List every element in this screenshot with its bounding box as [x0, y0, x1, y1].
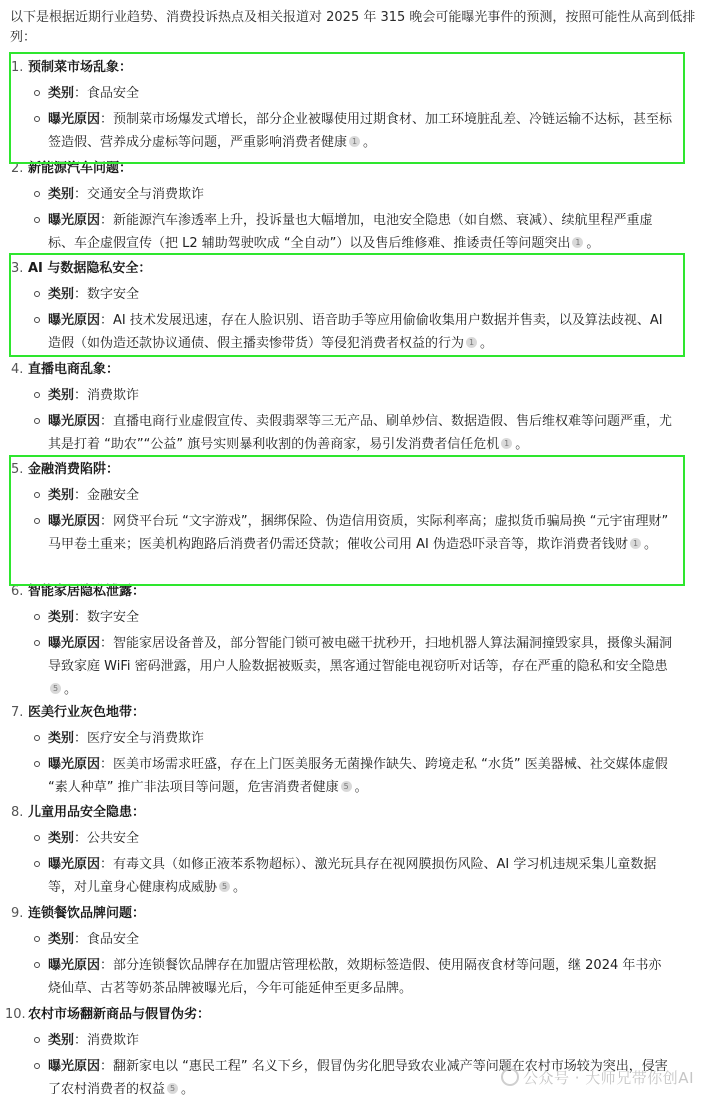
citation-badge[interactable]: 1	[466, 337, 477, 348]
item-title: 直播电商乱象：	[28, 362, 120, 377]
item-number: 1.	[11, 60, 24, 75]
bullet-icon	[34, 90, 40, 96]
category-value: 消费欺诈	[87, 1033, 140, 1048]
category-label: 类别	[48, 287, 75, 302]
bullet-icon	[34, 936, 40, 942]
category-value: 金融安全	[87, 488, 140, 503]
category-value: 公共安全	[87, 831, 140, 846]
reason-text: 预制菜市场爆发式增长，部分企业被曝使用过期食材、加工环境脏乱差、冷链运输不达标，甚至标签造假、营养成分虚标等问题，严重影响消费者健康	[48, 112, 673, 150]
category-label: 类别	[48, 488, 75, 503]
reason-label: 曝光原因	[48, 857, 101, 872]
reason-label: 曝光原因	[48, 514, 101, 529]
reason-text: 有毒文具（如修正液苯系物超标）、激光玩具存在视网膜损伤风险、AI 学习机违规采集儿童数据等，对儿童身心健康构成威胁	[48, 857, 657, 895]
item-title: AI 与数据隐私安全：	[28, 261, 152, 276]
bullet-icon	[34, 191, 40, 197]
reason-text: 网贷平台玩 “文字游戏”，捆绑保险、伪造信用资质，实际利率高；虚拟货币骗局换 “元宇宙理财” 马甲卷土重来；医美机构跑路后消费者仍需还贷款；催收公司用 AI 伪造恐吓录音等，欺诈消费者钱财	[48, 514, 669, 552]
citation-badge[interactable]: 1	[501, 438, 512, 449]
category-label: 类别	[48, 1033, 75, 1048]
item-number: 5.	[11, 462, 24, 477]
category-value: 数字安全	[87, 287, 140, 302]
citation-badge[interactable]: 1	[572, 237, 583, 248]
bullet-icon	[34, 291, 40, 297]
category-value: 交通安全与消费欺诈	[87, 187, 205, 202]
category-label: 类别	[48, 86, 75, 101]
category-value: 数字安全	[87, 610, 140, 625]
bullet-icon	[34, 1063, 40, 1069]
bullet-icon	[34, 492, 40, 498]
category-label: 类别	[48, 731, 75, 746]
reason-text: 翻新家电以 “惠民工程” 名义下乡，假冒伪劣化肥导致农业减产等问题在农村市场较为突出，侵害了农村消费者的权益	[48, 1059, 668, 1097]
citation-badge[interactable]: 5	[219, 881, 230, 892]
bullet-icon	[34, 1037, 40, 1043]
bullet-icon	[34, 614, 40, 620]
watermark-text: 公众号 · 大师兄带你创AI	[523, 1069, 694, 1087]
bullet-icon	[34, 861, 40, 867]
citation-badge[interactable]: 5	[341, 781, 352, 792]
reason-label: 曝光原因	[48, 112, 101, 127]
bullet-icon	[34, 217, 40, 223]
item-title: 医美行业灰色地带：	[28, 705, 146, 720]
reason-label: 曝光原因	[48, 313, 101, 328]
item-title: 连锁餐饮品牌问题：	[28, 906, 146, 921]
reason-label: 曝光原因	[48, 757, 101, 772]
citation-badge[interactable]: 5	[167, 1083, 178, 1094]
item-number: 10.	[5, 1007, 26, 1022]
reason-text: 新能源汽车渗透率上升，投诉量也大幅增加，电池安全隐患（如自燃、衰减）、续航里程严重虚标、车企虚假宣传（把 L2 辅助驾驶吹成 “全自动”）以及售后维修难、推诿责任等问题突出	[48, 213, 653, 251]
category-label: 类别	[48, 932, 75, 947]
bullet-icon	[34, 735, 40, 741]
bullet-icon	[34, 962, 40, 968]
item-number: 9.	[11, 906, 24, 921]
bullet-icon	[34, 116, 40, 122]
bullet-icon	[34, 835, 40, 841]
reason-text: 医美市场需求旺盛，存在上门医美服务无菌操作缺失、跨境走私 “水货” 医美器械、社交媒体虚假 “素人种草” 推广非法项目等问题，危害消费者健康	[48, 757, 668, 795]
reason-label: 曝光原因	[48, 636, 101, 651]
bullet-icon	[34, 761, 40, 767]
item-number: 6.	[11, 584, 24, 599]
reason-label: 曝光原因	[48, 958, 101, 973]
watermark	[501, 1067, 694, 1088]
item-number: 4.	[11, 362, 24, 377]
bullet-icon	[34, 392, 40, 398]
citation-badge[interactable]: 1	[349, 136, 360, 147]
bullet-icon	[34, 317, 40, 323]
category-label: 类别	[48, 610, 75, 625]
item-title: 预制菜市场乱象：	[28, 60, 133, 75]
reason-text: 部分连锁餐饮品牌存在加盟店管理松散，效期标签造假、使用隔夜食材等问题，继 2024 年书亦烧仙草、古茗等奶茶品牌被曝光后，今年可能延伸至更多品牌。	[48, 958, 662, 996]
bullet-icon	[34, 418, 40, 424]
reason-label: 曝光原因	[48, 414, 101, 429]
reason-text: AI 技术发展迅速，存在人脸识别、语音助手等应用偷偷收集用户数据并售卖，以及算法歧视、AI 造假（如伪造还款协议通债、假主播卖惨带货）等侵犯消费者权益的行为	[48, 313, 663, 351]
item-title: 金融消费陷阱：	[28, 462, 120, 477]
category-label: 类别	[48, 831, 75, 846]
citation-badge[interactable]: 5	[50, 683, 61, 694]
item-number: 7.	[11, 705, 24, 720]
reason-text: 智能家居设备普及，部分智能门锁可被电磁干扰秒开，扫地机器人算法漏洞撞毁家具，摄像头漏洞导致家庭 WiFi 密码泄露，用户人脸数据被贩卖，黑客通过智能电视窃听对话等，存在严重的隐私和安全隐患	[48, 636, 673, 674]
item-title: 智能家居隐私泄露：	[28, 584, 146, 599]
reason-text: 直播电商行业虚假宣传、卖假翡翠等三无产品、刷单炒信、数据造假、售后维权难等问题严重，尤其是打着 “助农”“公益” 旗号实则暴利收割的伪善商家，易引发消费者信任危机	[48, 414, 673, 452]
category-value: 消费欺诈	[87, 388, 140, 403]
item-title: 农村市场翻新商品与假冒伪劣：	[28, 1007, 211, 1022]
category-value: 食品安全	[87, 86, 140, 101]
bullet-icon	[34, 518, 40, 524]
item-number: 2.	[11, 161, 24, 176]
item-title: 儿童用品安全隐患：	[28, 805, 146, 820]
item-number: 8.	[11, 805, 24, 820]
wechat-logo-icon	[501, 1068, 519, 1086]
item-title: 新能源汽车问题：	[28, 161, 133, 176]
reason-label: 曝光原因	[48, 213, 101, 228]
reason-label: 曝光原因	[48, 1059, 101, 1074]
item-number: 3.	[11, 261, 24, 276]
bullet-icon	[34, 640, 40, 646]
category-value: 食品安全	[87, 932, 140, 947]
citation-badge[interactable]: 1	[630, 538, 641, 549]
intro-paragraph: 以下是根据近期行业趋势、消费投诉热点及相关报道对 2025 年 315 晚会可能曝光事件的预测，按照可能性从高到低排列：	[10, 10, 696, 45]
category-label: 类别	[48, 388, 75, 403]
category-value: 医疗安全与消费欺诈	[87, 731, 205, 746]
category-label: 类别	[48, 187, 75, 202]
